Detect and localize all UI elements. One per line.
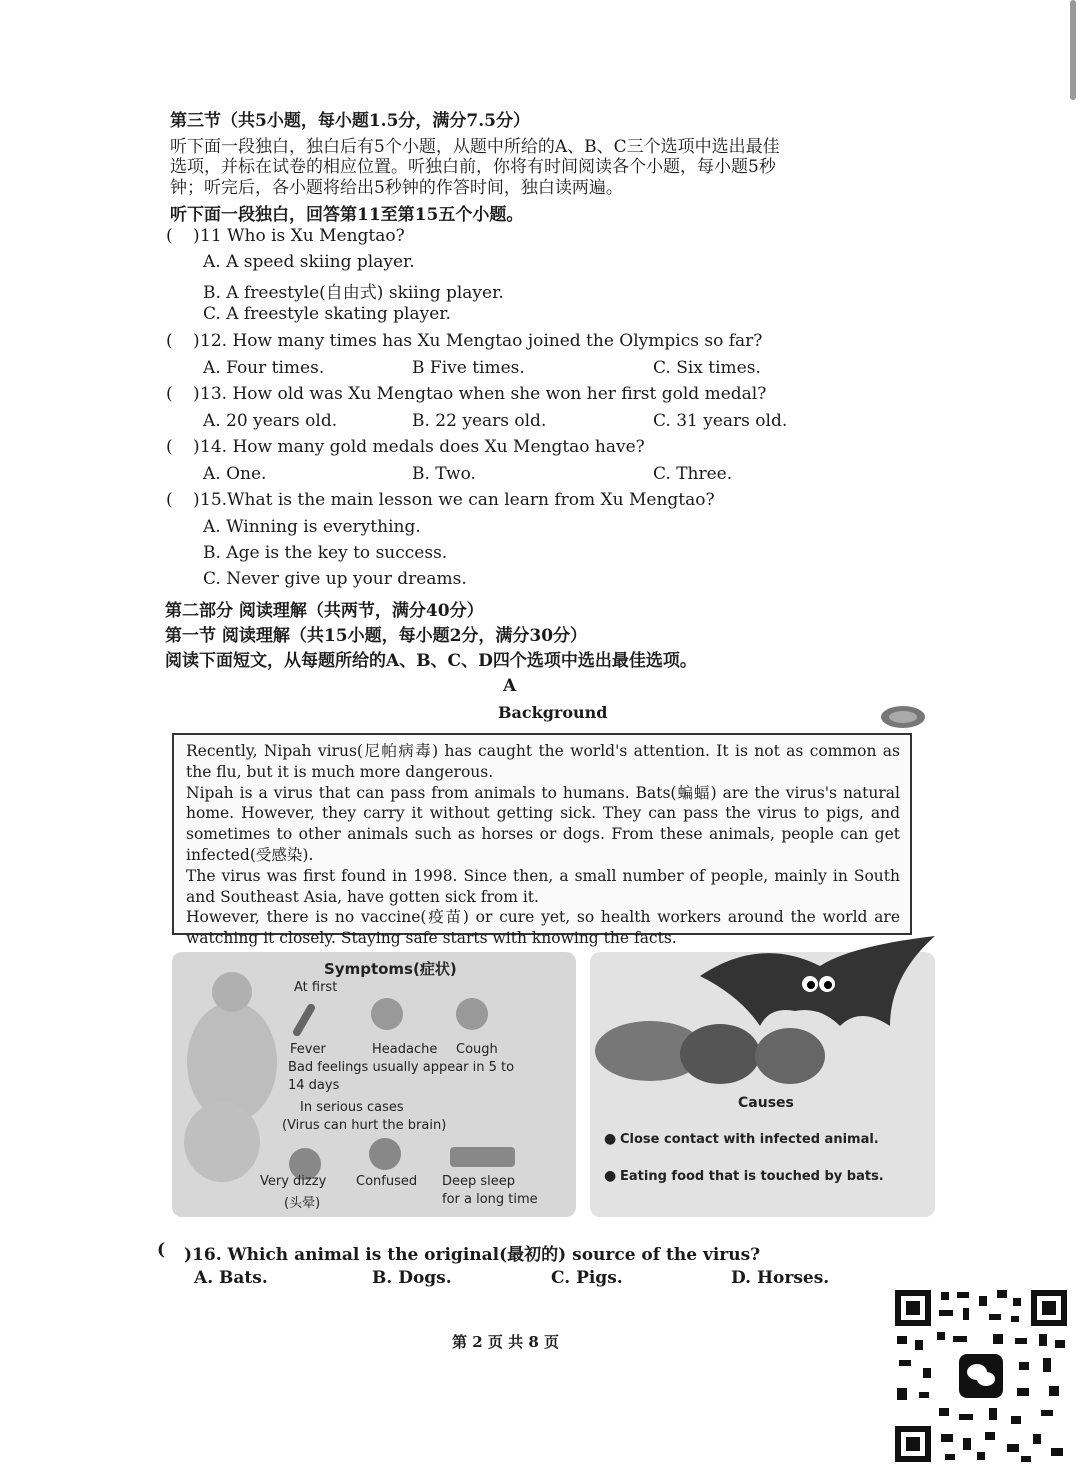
q12-paren[interactable]: ( xyxy=(166,331,173,351)
symptoms-at-first: At first xyxy=(294,980,338,995)
section3-instruction-3: 钟；听完后，各小题将给出5秒钟的作答时间，独白读两遍。 xyxy=(170,178,623,198)
scrollbar[interactable] xyxy=(1070,0,1076,100)
q12-option-a: A. Four times. xyxy=(203,358,325,378)
symptom-very-dizzy: Very dizzy xyxy=(260,1174,327,1189)
q13-stem: 13. How old was Xu Mengtao when she won her first gold medal? xyxy=(200,384,767,404)
section3-title: 第三节（共5小题，每小题1.5分，满分7.5分） xyxy=(170,111,530,131)
section3-instruction-1: 听下面一段独白，独白后有5个小题，从题中所给的A、B、C三个选项中选出最佳 xyxy=(170,137,780,157)
symptom-headache: Headache xyxy=(372,1042,438,1057)
symptoms-timing-2: 14 days xyxy=(288,1078,340,1093)
symptom-deep-sleep: Deep sleep xyxy=(442,1174,516,1189)
symptom-cough: Cough xyxy=(456,1042,498,1057)
q11-paren-close: ) xyxy=(193,226,200,246)
q14-option-c: C. Three. xyxy=(653,464,733,484)
background-box xyxy=(172,733,912,948)
q12-option-c: C. Six times. xyxy=(653,358,761,378)
bullet-icon: ● xyxy=(604,1131,617,1147)
part2-title: 第二部分 阅读理解（共两节，满分40分） xyxy=(165,601,484,621)
q14-paren-close: ) xyxy=(193,437,200,457)
q15-option-a: A. Winning is everything. xyxy=(203,517,421,537)
q14-paren[interactable]: ( xyxy=(166,437,173,457)
section3-sub-instruction: 听下面一段独白，回答第11至第15五个小题。 xyxy=(170,205,524,225)
symptom-sleep-note: for a long time xyxy=(442,1192,538,1207)
q11-option-a: A. A speed skiing player. xyxy=(203,252,415,272)
q14-stem: 14. How many gold medals does Xu Mengtao have? xyxy=(200,437,645,457)
q16-option-c: C. Pigs. xyxy=(551,1268,623,1288)
causes-panel xyxy=(590,952,935,1217)
passage-paragraph-4: However, there is no vaccine(疫苗) or cure yet, so health workers around the world are watching it closely. Staying safe starts with knowing the facts. xyxy=(186,908,900,948)
q13-option-b: B. 22 years old. xyxy=(412,411,547,431)
q13-paren-close: ) xyxy=(193,384,200,404)
q12-paren-close: ) xyxy=(193,331,200,351)
q15-paren[interactable]: ( xyxy=(166,490,173,510)
decorative-ornament-icon xyxy=(878,702,928,732)
symptoms-panel xyxy=(172,952,576,1217)
cause-item-2: Eating food that is touched by bats. xyxy=(620,1169,884,1184)
passage-heading: Background xyxy=(498,703,608,722)
passage-paragraph-3: The virus was first found in 1998. Since then, a small number of people, mainly in South and Southeast Asia, have gotten sick from it. xyxy=(186,866,900,906)
q12-stem: 12. How many times has Xu Mengtao joined the Olympics so far? xyxy=(200,331,763,351)
cause-item-1: Close contact with infected animal. xyxy=(620,1132,879,1147)
q15-option-c: C. Never give up your dreams. xyxy=(203,569,467,589)
q11-option-c: C. A freestyle skating player. xyxy=(203,304,451,324)
q16-stem: )16. Which animal is the original(最初的) source of the virus? xyxy=(184,1245,761,1265)
page-footer: 第 2 页 共 8 页 xyxy=(452,1333,559,1351)
q14-option-a: A. One. xyxy=(203,464,267,484)
passage-paragraph-2: Nipah is a virus that can pass from animals to humans. Bats(蝙蝠) are the virus's natural home. However, they carry it without getting sick. They can pass the virus to pigs, and sometimes to other animals such as horses or dogs. From these animals, people can get infected(受感染). xyxy=(186,783,900,864)
q11-stem: 11 Who is Xu Mengtao? xyxy=(200,226,405,246)
symptoms-title: Symptoms(症状) xyxy=(324,960,457,978)
q12-option-b: B Five times. xyxy=(412,358,525,378)
symptom-dizzy-note: (头晕) xyxy=(284,1196,321,1211)
q16-option-d: D. Horses. xyxy=(731,1268,830,1288)
symptom-fever: Fever xyxy=(290,1042,326,1057)
bat-and-fruit-illustration xyxy=(590,936,935,1096)
part2-instruction: 阅读下面短文，从每题所给的A、B、C、D四个选项中选出最佳选项。 xyxy=(165,651,697,671)
q15-stem: 15.What is the main lesson we can learn from Xu Mengtao? xyxy=(200,490,715,510)
q13-paren[interactable]: ( xyxy=(166,384,173,404)
qr-code[interactable] xyxy=(893,1288,1069,1464)
section3-instruction-2: 选项，并标在试卷的相应位置。听独白前，你将有时间阅读各个小题，每小题5秒 xyxy=(170,157,776,177)
part2-section1-title: 第一节 阅读理解（共15小题，每小题2分，满分30分） xyxy=(165,626,588,646)
q15-option-b: B. Age is the key to success. xyxy=(203,543,448,563)
symptom-confused: Confused xyxy=(356,1174,418,1189)
q16-option-b: B. Dogs. xyxy=(372,1268,452,1288)
q16-paren[interactable]: ( xyxy=(157,1240,166,1260)
q11-paren[interactable]: ( xyxy=(166,226,173,246)
passage-paragraph-1: Recently, Nipah virus(尼帕病毒) has caught the world's attention. It is not as common as the flu, but it is much more dangerous. xyxy=(186,742,900,781)
symptoms-serious-note: (Virus can hurt the brain) xyxy=(282,1118,447,1133)
q16-option-a: A. Bats. xyxy=(194,1268,268,1288)
wechat-logo-icon xyxy=(959,1354,1003,1398)
bullet-icon: ● xyxy=(604,1168,617,1184)
symptoms-serious: In serious cases xyxy=(300,1100,404,1115)
q14-option-b: B. Two. xyxy=(412,464,476,484)
q13-option-c: C. 31 years old. xyxy=(653,411,788,431)
q11-option-b: B. A freestyle(自由式) skiing player. xyxy=(203,283,504,303)
passage-letter: A xyxy=(503,676,517,696)
symptoms-timing: Bad feelings usually appear in 5 to xyxy=(288,1060,515,1075)
q13-option-a: A. 20 years old. xyxy=(203,411,338,431)
q15-paren-close: ) xyxy=(193,490,200,510)
causes-title: Causes xyxy=(738,1095,794,1111)
